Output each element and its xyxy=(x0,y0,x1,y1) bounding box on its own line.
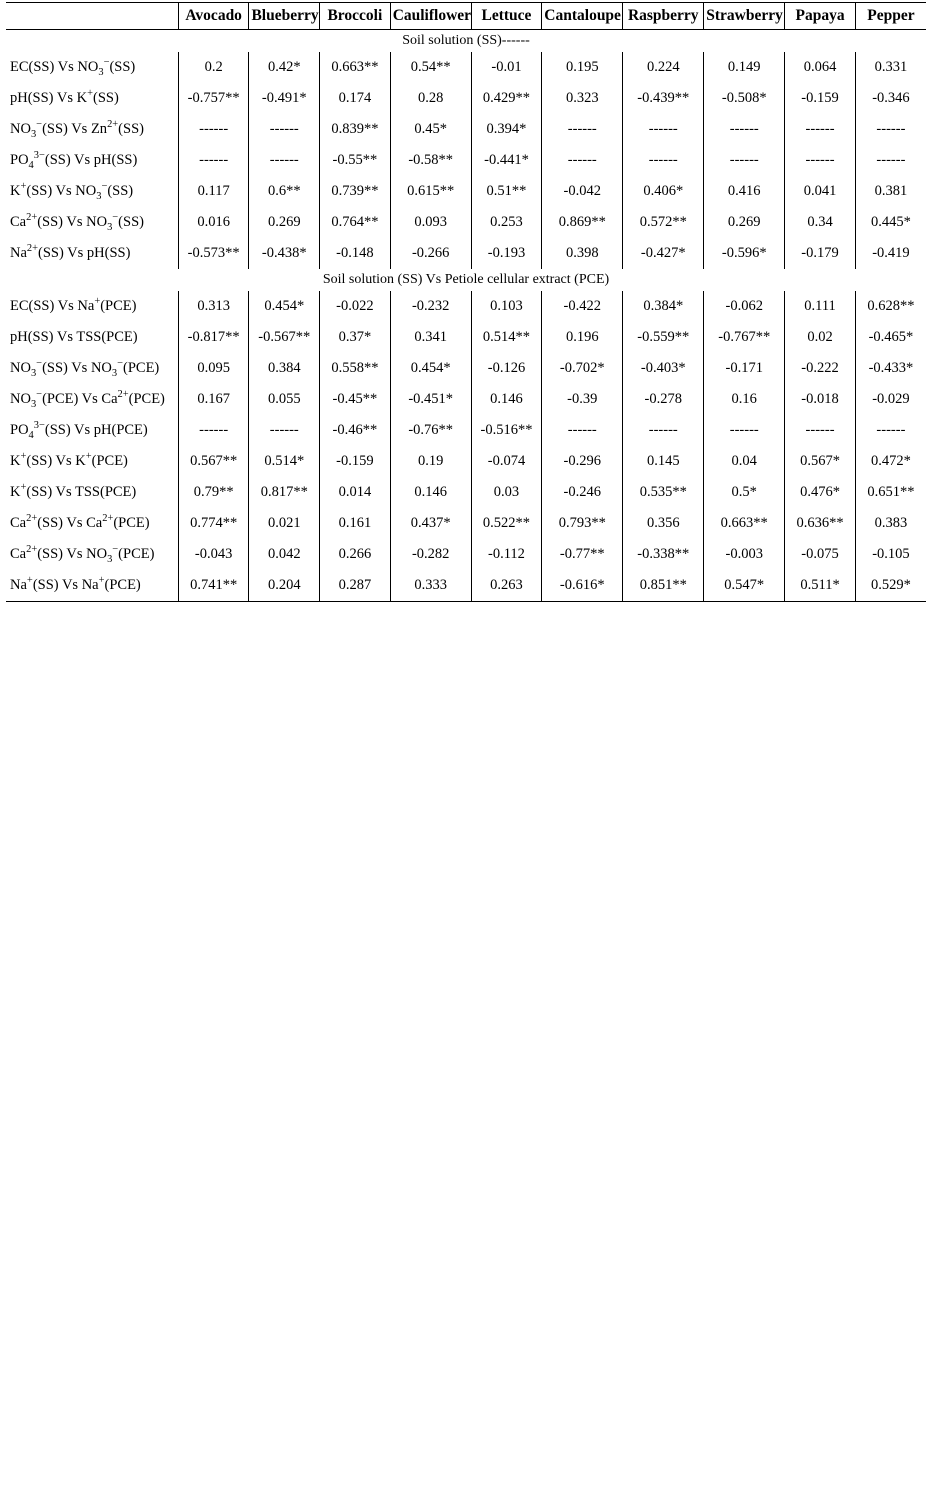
cell-value: 0.514** xyxy=(471,322,542,353)
cell-value: 0.567** xyxy=(178,446,249,477)
cell-value: 0.472* xyxy=(855,446,926,477)
table-body xyxy=(6,30,926,602)
column-header: Strawberry xyxy=(704,3,785,30)
cell-value: ------ xyxy=(704,114,785,145)
cell-value: ------ xyxy=(249,114,320,145)
cell-value: -0.439** xyxy=(623,83,704,114)
cell-value: -0.159 xyxy=(320,446,391,477)
cell-value: -0.702* xyxy=(542,353,623,384)
row-label: EC(SS) Vs $NO_3^-(SS)$ xyxy=(10,57,136,78)
column-header: Papaya xyxy=(785,3,856,30)
cell-value: 0.764** xyxy=(320,207,391,238)
cell-value: 0.54** xyxy=(390,52,471,83)
cell-value: 0.5* xyxy=(704,477,785,508)
cell-value: 0.263 xyxy=(471,570,542,602)
cell-value: 0.514* xyxy=(249,446,320,477)
cell-value: ------ xyxy=(249,415,320,446)
cell-value: -0.018 xyxy=(785,384,856,415)
cell-value: 0.331 xyxy=(855,52,926,83)
cell-value: ------ xyxy=(178,145,249,176)
table-row xyxy=(6,52,926,83)
cell-value: 0.224 xyxy=(623,52,704,83)
table-row xyxy=(6,291,926,322)
row-label: $PO_4^{3-}(SS)$ Vs pH(PCE) xyxy=(10,420,148,441)
cell-value: -0.422 xyxy=(542,291,623,322)
cell-value: -0.346 xyxy=(855,83,926,114)
cell-value: ------ xyxy=(785,114,856,145)
cell-value: 0.51** xyxy=(471,176,542,207)
cell-value: -0.508* xyxy=(704,83,785,114)
cell-value: -0.193 xyxy=(471,238,542,269)
cell-value: ------ xyxy=(785,415,856,446)
table-row xyxy=(6,353,926,384)
cell-value: 0.381 xyxy=(855,176,926,207)
table-row xyxy=(6,570,926,602)
cell-value: 0.021 xyxy=(249,508,320,539)
cell-value: -0.266 xyxy=(390,238,471,269)
table-row xyxy=(6,539,926,570)
cell-value: 0.042 xyxy=(249,539,320,570)
cell-value: 0.014 xyxy=(320,477,391,508)
cell-value: 0.615** xyxy=(390,176,471,207)
cell-value: 0.269 xyxy=(704,207,785,238)
cell-value: ------ xyxy=(178,415,249,446)
cell-value: 0.111 xyxy=(785,291,856,322)
table-row xyxy=(6,477,926,508)
cell-value: 0.2 xyxy=(178,52,249,83)
cell-value: ------ xyxy=(855,415,926,446)
corner-cell xyxy=(6,3,178,30)
cell-value: 0.6** xyxy=(249,176,320,207)
cell-value: -0.567** xyxy=(249,322,320,353)
table-row xyxy=(6,508,926,539)
cell-value: 0.146 xyxy=(471,384,542,415)
cell-value: -0.112 xyxy=(471,539,542,570)
cell-value: 0.167 xyxy=(178,384,249,415)
cell-value: ------ xyxy=(704,415,785,446)
cell-value: -0.029 xyxy=(855,384,926,415)
table-row xyxy=(6,145,926,176)
row-label: $NO_3^-(PCE)$ Vs $Ca^{2+}(PCE)$ xyxy=(10,389,165,410)
cell-value: 0.37* xyxy=(320,322,391,353)
cell-value: -0.148 xyxy=(320,238,391,269)
cell-value: -0.042 xyxy=(542,176,623,207)
cell-value: -0.022 xyxy=(320,291,391,322)
cell-value: 0.529* xyxy=(855,570,926,602)
row-label: K+(SS) Vs K+(PCE) xyxy=(10,451,128,469)
cell-value: 0.196 xyxy=(542,322,623,353)
cell-value: ------ xyxy=(855,114,926,145)
cell-value: 0.636** xyxy=(785,508,856,539)
cell-value: 0.817** xyxy=(249,477,320,508)
cell-value: 0.79** xyxy=(178,477,249,508)
cell-value: 0.839** xyxy=(320,114,391,145)
cell-value: 0.287 xyxy=(320,570,391,602)
cell-value: 0.333 xyxy=(390,570,471,602)
cell-value: ------ xyxy=(542,145,623,176)
table-row xyxy=(6,384,926,415)
row-label: K+(SS) Vs TSS(PCE) xyxy=(10,482,137,500)
cell-value: -0.46** xyxy=(320,415,391,446)
cell-value: 0.558** xyxy=(320,353,391,384)
cell-value: 0.454* xyxy=(390,353,471,384)
cell-value: 0.149 xyxy=(704,52,785,83)
cell-value: 0.323 xyxy=(542,83,623,114)
cell-value: ------ xyxy=(855,145,926,176)
table-row xyxy=(6,322,926,353)
section-title: Soil solution (SS) Vs Petiole cellular extract (PCE) xyxy=(322,272,610,287)
column-header: Cauliflower xyxy=(390,3,471,30)
cell-value: 0.34 xyxy=(785,207,856,238)
cell-value: ------ xyxy=(542,114,623,145)
cell-value: -0.282 xyxy=(390,539,471,570)
cell-value: 0.739** xyxy=(320,176,391,207)
cell-value: 0.064 xyxy=(785,52,856,83)
cell-value: 0.445* xyxy=(855,207,926,238)
cell-value: 0.04 xyxy=(704,446,785,477)
cell-value: 0.161 xyxy=(320,508,391,539)
cell-value: -0.76** xyxy=(390,415,471,446)
cell-value: 0.651** xyxy=(855,477,926,508)
cell-value: 0.663** xyxy=(320,52,391,83)
cell-value: -0.767** xyxy=(704,322,785,353)
row-label: $Ca^{2+}(SS)$ Vs $Ca^{2+}(PCE)$ xyxy=(10,513,150,531)
row-label: Na+(SS) Vs Na+(PCE) xyxy=(6,570,178,602)
cell-value: 0.793** xyxy=(542,508,623,539)
cell-value: -0.45** xyxy=(320,384,391,415)
cell-value: -0.159 xyxy=(785,83,856,114)
cell-value: 0.383 xyxy=(855,508,926,539)
table-row xyxy=(6,176,926,207)
cell-value: 0.869** xyxy=(542,207,623,238)
cell-value: -0.296 xyxy=(542,446,623,477)
cell-value: ------ xyxy=(623,415,704,446)
cell-value: -0.246 xyxy=(542,477,623,508)
cell-value: 0.572** xyxy=(623,207,704,238)
cell-value: 0.774** xyxy=(178,508,249,539)
cell-value: -0.01 xyxy=(471,52,542,83)
cell-value: -0.062 xyxy=(704,291,785,322)
cell-value: -0.278 xyxy=(623,384,704,415)
cell-value: 0.741** xyxy=(178,570,249,602)
cell-value: ------ xyxy=(704,145,785,176)
cell-value: -0.419 xyxy=(855,238,926,269)
cell-value: -0.003 xyxy=(704,539,785,570)
table-row xyxy=(6,207,926,238)
cell-value: 0.535** xyxy=(623,477,704,508)
cell-value: 0.384 xyxy=(249,353,320,384)
cell-value: ------ xyxy=(623,114,704,145)
cell-value: -0.222 xyxy=(785,353,856,384)
cell-value: ------ xyxy=(178,114,249,145)
cell-value: 0.42* xyxy=(249,52,320,83)
row-label: $Na^{2+}(SS)$ Vs pH(SS) xyxy=(10,243,131,261)
cell-value: 0.313 xyxy=(178,291,249,322)
cell-value: -0.55** xyxy=(320,145,391,176)
cell-value: -0.559** xyxy=(623,322,704,353)
section-header-row xyxy=(6,269,926,291)
cell-value: -0.074 xyxy=(471,446,542,477)
cell-value: 0.103 xyxy=(471,291,542,322)
cell-value: 0.093 xyxy=(390,207,471,238)
cell-value: -0.232 xyxy=(390,291,471,322)
cell-value: -0.433* xyxy=(855,353,926,384)
cell-value: 0.437* xyxy=(390,508,471,539)
cell-value: 0.511* xyxy=(785,570,856,602)
cell-value: 0.384* xyxy=(623,291,704,322)
cell-value: 0.041 xyxy=(785,176,856,207)
column-header: Blueberry xyxy=(249,3,320,30)
row-label: K+(SS) Vs $NO_3^-(SS)$ xyxy=(10,181,134,202)
cell-value: 0.269 xyxy=(249,207,320,238)
cell-value: 0.522** xyxy=(471,508,542,539)
cell-value: -0.043 xyxy=(178,539,249,570)
cell-value: 0.406* xyxy=(623,176,704,207)
row-label: pH(SS) Vs K+(SS) xyxy=(10,88,119,106)
correlation-table xyxy=(6,2,926,602)
cell-value: -0.441* xyxy=(471,145,542,176)
cell-value: 0.663** xyxy=(704,508,785,539)
cell-value: 0.174 xyxy=(320,83,391,114)
row-label: EC(SS) Vs Na+(PCE) xyxy=(10,296,137,314)
cell-value: -0.427* xyxy=(623,238,704,269)
cell-value: 0.266 xyxy=(320,539,391,570)
cell-value: -0.126 xyxy=(471,353,542,384)
cell-value: -0.171 xyxy=(704,353,785,384)
cell-value: 0.454* xyxy=(249,291,320,322)
row-label: $Ca^{2+}(SS)$ Vs $NO_3^-(PCE)$ xyxy=(10,544,155,565)
cell-value: 0.016 xyxy=(178,207,249,238)
cell-value: -0.403* xyxy=(623,353,704,384)
cell-value: -0.39 xyxy=(542,384,623,415)
cell-value: 0.547* xyxy=(704,570,785,602)
cell-value: ------ xyxy=(249,145,320,176)
table-head xyxy=(6,3,926,30)
cell-value: -0.338** xyxy=(623,539,704,570)
cell-value: 0.117 xyxy=(178,176,249,207)
cell-value: -0.757** xyxy=(178,83,249,114)
cell-value: 0.398 xyxy=(542,238,623,269)
cell-value: 0.095 xyxy=(178,353,249,384)
cell-value: 0.341 xyxy=(390,322,471,353)
cell-value: 0.628** xyxy=(855,291,926,322)
cell-value: 0.476* xyxy=(785,477,856,508)
cell-value: 0.02 xyxy=(785,322,856,353)
cell-value: -0.465* xyxy=(855,322,926,353)
column-header: Raspberry xyxy=(623,3,704,30)
cell-value: 0.146 xyxy=(390,477,471,508)
column-header: Pepper xyxy=(855,3,926,30)
cell-value: -0.817** xyxy=(178,322,249,353)
cell-value: -0.105 xyxy=(855,539,926,570)
cell-value: 0.145 xyxy=(623,446,704,477)
cell-value: -0.491* xyxy=(249,83,320,114)
column-header: Avocado xyxy=(178,3,249,30)
section-title: Soil solution (SS)------ xyxy=(402,33,530,48)
cell-value: 0.851** xyxy=(623,570,704,602)
cell-value: -0.438* xyxy=(249,238,320,269)
cell-value: ------ xyxy=(785,145,856,176)
table-row xyxy=(6,83,926,114)
cell-value: 0.356 xyxy=(623,508,704,539)
cell-value: -0.516** xyxy=(471,415,542,446)
cell-value: -0.77** xyxy=(542,539,623,570)
row-label: $NO_3^-(SS)$ Vs $Zn^{2+}(SS)$ xyxy=(10,119,144,140)
cell-value: -0.573** xyxy=(178,238,249,269)
table-row xyxy=(6,446,926,477)
table-row xyxy=(6,415,926,446)
row-label: pH(SS) Vs TSS(PCE) xyxy=(10,328,138,345)
cell-value: ------ xyxy=(623,145,704,176)
row-label: $NO_3^-(SS)$ Vs $NO_3^-(PCE)$ xyxy=(10,358,160,379)
cell-value: 0.204 xyxy=(249,570,320,602)
cell-value: -0.596* xyxy=(704,238,785,269)
cell-value: 0.28 xyxy=(390,83,471,114)
section-header-row xyxy=(6,30,926,53)
cell-value: 0.253 xyxy=(471,207,542,238)
cell-value: ------ xyxy=(542,415,623,446)
document-page xyxy=(0,0,934,602)
cell-value: 0.394* xyxy=(471,114,542,145)
cell-value: 0.429** xyxy=(471,83,542,114)
cell-value: 0.416 xyxy=(704,176,785,207)
cell-value: 0.567* xyxy=(785,446,856,477)
cell-value: 0.055 xyxy=(249,384,320,415)
cell-value: 0.19 xyxy=(390,446,471,477)
cell-value: 0.16 xyxy=(704,384,785,415)
cell-value: -0.075 xyxy=(785,539,856,570)
table-row xyxy=(6,114,926,145)
table-row xyxy=(6,238,926,269)
column-header: Broccoli xyxy=(320,3,391,30)
cell-value: -0.179 xyxy=(785,238,856,269)
cell-value: 0.195 xyxy=(542,52,623,83)
header-row xyxy=(6,3,926,30)
row-label: $PO_4^{3-}(SS)$ Vs pH(SS) xyxy=(10,150,138,171)
cell-value: -0.616* xyxy=(542,570,623,602)
cell-value: 0.45* xyxy=(390,114,471,145)
cell-value: -0.451* xyxy=(390,384,471,415)
column-header: Lettuce xyxy=(471,3,542,30)
cell-value: 0.03 xyxy=(471,477,542,508)
cell-value: -0.58** xyxy=(390,145,471,176)
column-header: Cantaloupe xyxy=(542,3,623,30)
row-label: $Ca^{2+}(SS)$ Vs $NO_3^-(SS)$ xyxy=(10,212,144,233)
